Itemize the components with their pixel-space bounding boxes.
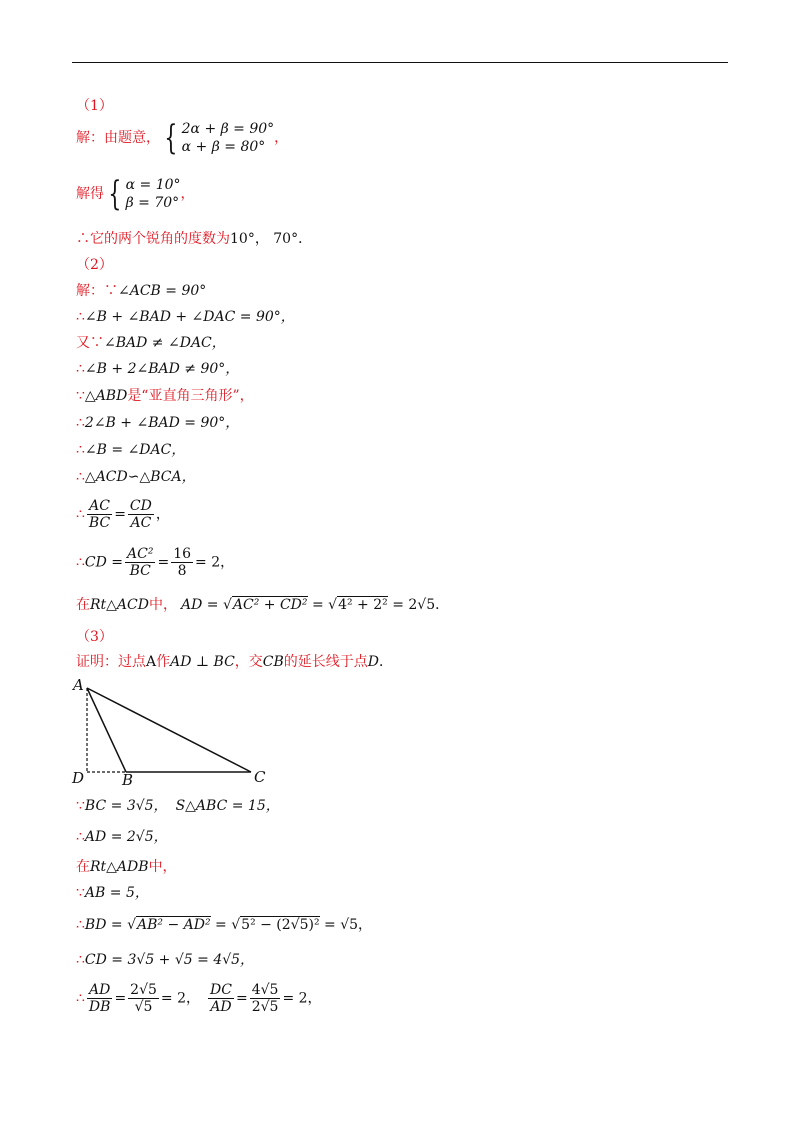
fraction xyxy=(250,982,281,1015)
red-text: 是“亚直角三角形”， xyxy=(127,388,254,404)
math-text: = 2， xyxy=(195,554,235,571)
math-text: 2∠B + ∠BAD = 90°， xyxy=(84,415,240,431)
math-text: AD = xyxy=(180,597,219,613)
part2-line11: 在Rt△ACD中， AD = √AC² + CD² = √4² + 2² = 2√5． xyxy=(76,597,450,613)
radicand: 4² + 2² xyxy=(338,597,388,613)
punctuation: ． xyxy=(379,654,394,670)
fraction xyxy=(125,546,155,579)
denominator: BC xyxy=(129,563,151,579)
math-text: = √5， xyxy=(324,917,373,933)
math-text: BD = xyxy=(84,917,123,933)
math-text: △ACD∽△BCA， xyxy=(84,469,196,485)
part2-line2 xyxy=(76,308,295,326)
numerator: CD xyxy=(129,498,152,514)
therefore-symbol: ∴ xyxy=(76,917,85,933)
numerator: AD xyxy=(87,982,113,999)
part1-conclusion-values: 10°， 70°． xyxy=(230,231,313,247)
part2-label: （2） xyxy=(76,257,113,273)
numerator: DC xyxy=(210,982,232,998)
equals-sign: = xyxy=(215,917,227,933)
part2-line10: ∴CD = $\frac{\text{AC²}}{BC}$ = $\frac{16}{8}$ = 2， xyxy=(76,546,235,579)
part2-line4 xyxy=(76,360,239,378)
math-text: S△ABC = 15， xyxy=(175,798,280,814)
part1-solve-prefix: 解：由题意， xyxy=(76,130,160,146)
math-text: △ABD xyxy=(84,388,128,404)
part3-proof-line xyxy=(76,653,393,671)
denominator: AD xyxy=(210,999,232,1015)
math-text: AD ⊥ BC xyxy=(170,654,235,670)
therefore-symbol: ∴ xyxy=(76,829,85,845)
math-text: CD = xyxy=(84,554,124,571)
part3-label: （3） xyxy=(76,629,113,645)
part3-line6 xyxy=(76,951,254,969)
math-text: BC = 3√5， xyxy=(84,798,168,814)
math-text: CD = 3√5 + √5 = 4√5， xyxy=(84,952,255,968)
part3-line1 xyxy=(76,797,280,815)
header-rule xyxy=(72,62,728,63)
label-a: A xyxy=(73,676,84,694)
red-text: 在 xyxy=(76,597,90,613)
math-text: = 2， xyxy=(160,990,201,1007)
math-text: ∠B + ∠BAD + ∠DAC = 90°， xyxy=(84,309,295,325)
math-text: ∠B + 2∠BAD ≠ 90°， xyxy=(84,361,240,377)
red-text: 中， xyxy=(148,859,177,875)
part1-result-line xyxy=(76,176,195,212)
denominator: 8 xyxy=(177,563,187,579)
fraction xyxy=(87,982,113,1015)
therefore-symbol: ∴ xyxy=(76,442,85,458)
result-brace: { xyxy=(108,174,122,214)
because-symbol: ∵ xyxy=(76,798,85,814)
denominator: DB xyxy=(88,999,111,1015)
math-text: ∠B = ∠DAC， xyxy=(84,442,186,458)
part2-line8 xyxy=(76,468,196,486)
fraction xyxy=(208,982,234,1015)
therefore-symbol: ∴ xyxy=(76,309,85,325)
red-text: 证明：过点 xyxy=(76,654,146,670)
numerator: AC xyxy=(87,498,112,515)
part1-system xyxy=(182,120,275,156)
radicand: 5² − (2√5)² xyxy=(241,917,320,933)
part3-line7: ∴ $\frac{AD}{DB}$ = $\frac{2√5}{√5}$ = 2， $\frac{DC}{AD}$ = $\frac{4√5}{2√5}$ = 2， xyxy=(76,982,322,1015)
part3-line4 xyxy=(76,884,149,902)
part1-solved-prefix: 解得 xyxy=(76,186,104,202)
math-text: ∠BAD ≠ ∠DAC， xyxy=(104,335,226,351)
part1-eq1: 2α + β = 90° xyxy=(181,121,275,137)
therefore-symbol: ∴ xyxy=(76,415,85,431)
radicand: AB² − AD² xyxy=(137,917,211,933)
math-text: = 2， xyxy=(282,990,322,1007)
because-symbol: ∵ xyxy=(76,388,85,404)
label-b: B xyxy=(122,771,134,789)
part1-conclusion-text: ∴它的两个锐角的度数为 xyxy=(76,231,230,247)
fraction xyxy=(128,498,154,531)
therefore-symbol: ∴ xyxy=(76,361,85,377)
math-text: Rt△ACD xyxy=(90,597,149,613)
therefore-symbol: ∴ xyxy=(76,469,85,485)
label-c: C xyxy=(254,768,266,786)
segment-ac xyxy=(87,688,251,772)
triangle-figure xyxy=(64,672,284,790)
red-text: ，交 xyxy=(234,654,263,670)
red-text: 解：∵ xyxy=(76,283,118,299)
system-brace: { xyxy=(164,118,178,158)
because-symbol: ∵ xyxy=(76,885,85,901)
red-text: 的延长线于点 xyxy=(283,654,368,670)
red-text: 在 xyxy=(76,859,90,875)
red-text: 又∵ xyxy=(76,335,104,351)
math-text: D xyxy=(367,654,380,670)
part1-comma2: ， xyxy=(180,186,195,202)
math-text: ∠ACB = 90° xyxy=(118,283,207,299)
numerator: 4√5 xyxy=(251,982,279,998)
math-text: = 2√5． xyxy=(392,597,450,613)
fraction xyxy=(87,498,112,531)
therefore-symbol: ∴ xyxy=(76,554,85,571)
part1-res2: β = 70° xyxy=(125,195,180,211)
part3-line3 xyxy=(76,858,177,876)
fraction xyxy=(128,982,159,1015)
punctuation: ， xyxy=(155,506,170,523)
denominator: BC xyxy=(88,515,111,531)
part1-label: （1） xyxy=(76,98,113,114)
part2-line6 xyxy=(76,414,239,432)
part2-line1 xyxy=(76,282,206,300)
denominator: 2√5 xyxy=(251,999,279,1015)
segment-ab xyxy=(87,688,126,772)
part3-line5: ∴BD = √AB² − AD² = √5² − (2√5)² = √5， xyxy=(76,917,373,933)
math-text: AD = 2√5， xyxy=(84,829,168,845)
part1-comma: ， xyxy=(274,130,289,146)
equals-sign: = xyxy=(311,597,324,613)
label-d: D xyxy=(72,769,85,787)
part2-line9 xyxy=(76,498,170,531)
denominator: AC xyxy=(130,515,152,531)
numerator: AC² xyxy=(127,546,154,562)
part1-conclusion xyxy=(76,230,312,248)
part2-line3 xyxy=(76,334,226,352)
part1-system-line xyxy=(76,120,288,156)
math-text: Rt△ADB xyxy=(90,859,149,875)
therefore-symbol: ∴ xyxy=(76,506,85,523)
part1-eq2: α + β = 80° xyxy=(181,139,266,155)
part1-result-system xyxy=(126,176,181,212)
part1-res1: α = 10° xyxy=(125,177,181,193)
math-text: CB xyxy=(262,654,284,670)
part2-line5 xyxy=(76,387,254,405)
denominator: √5 xyxy=(134,999,153,1015)
part3-line2 xyxy=(76,828,168,846)
red-text: 作 xyxy=(156,654,171,670)
equals-sign: = xyxy=(114,506,126,523)
math-text: AB = 5， xyxy=(84,885,149,901)
math-text: A xyxy=(146,654,157,670)
red-text: 中， xyxy=(148,597,177,613)
numerator: 16 xyxy=(173,546,192,562)
part2-line7 xyxy=(76,441,185,459)
numerator: 2√5 xyxy=(130,982,157,998)
therefore-symbol: ∴ xyxy=(76,990,85,1007)
radicand: AC² + CD² xyxy=(232,597,308,613)
fraction xyxy=(171,546,193,579)
therefore-symbol: ∴ xyxy=(76,952,85,968)
